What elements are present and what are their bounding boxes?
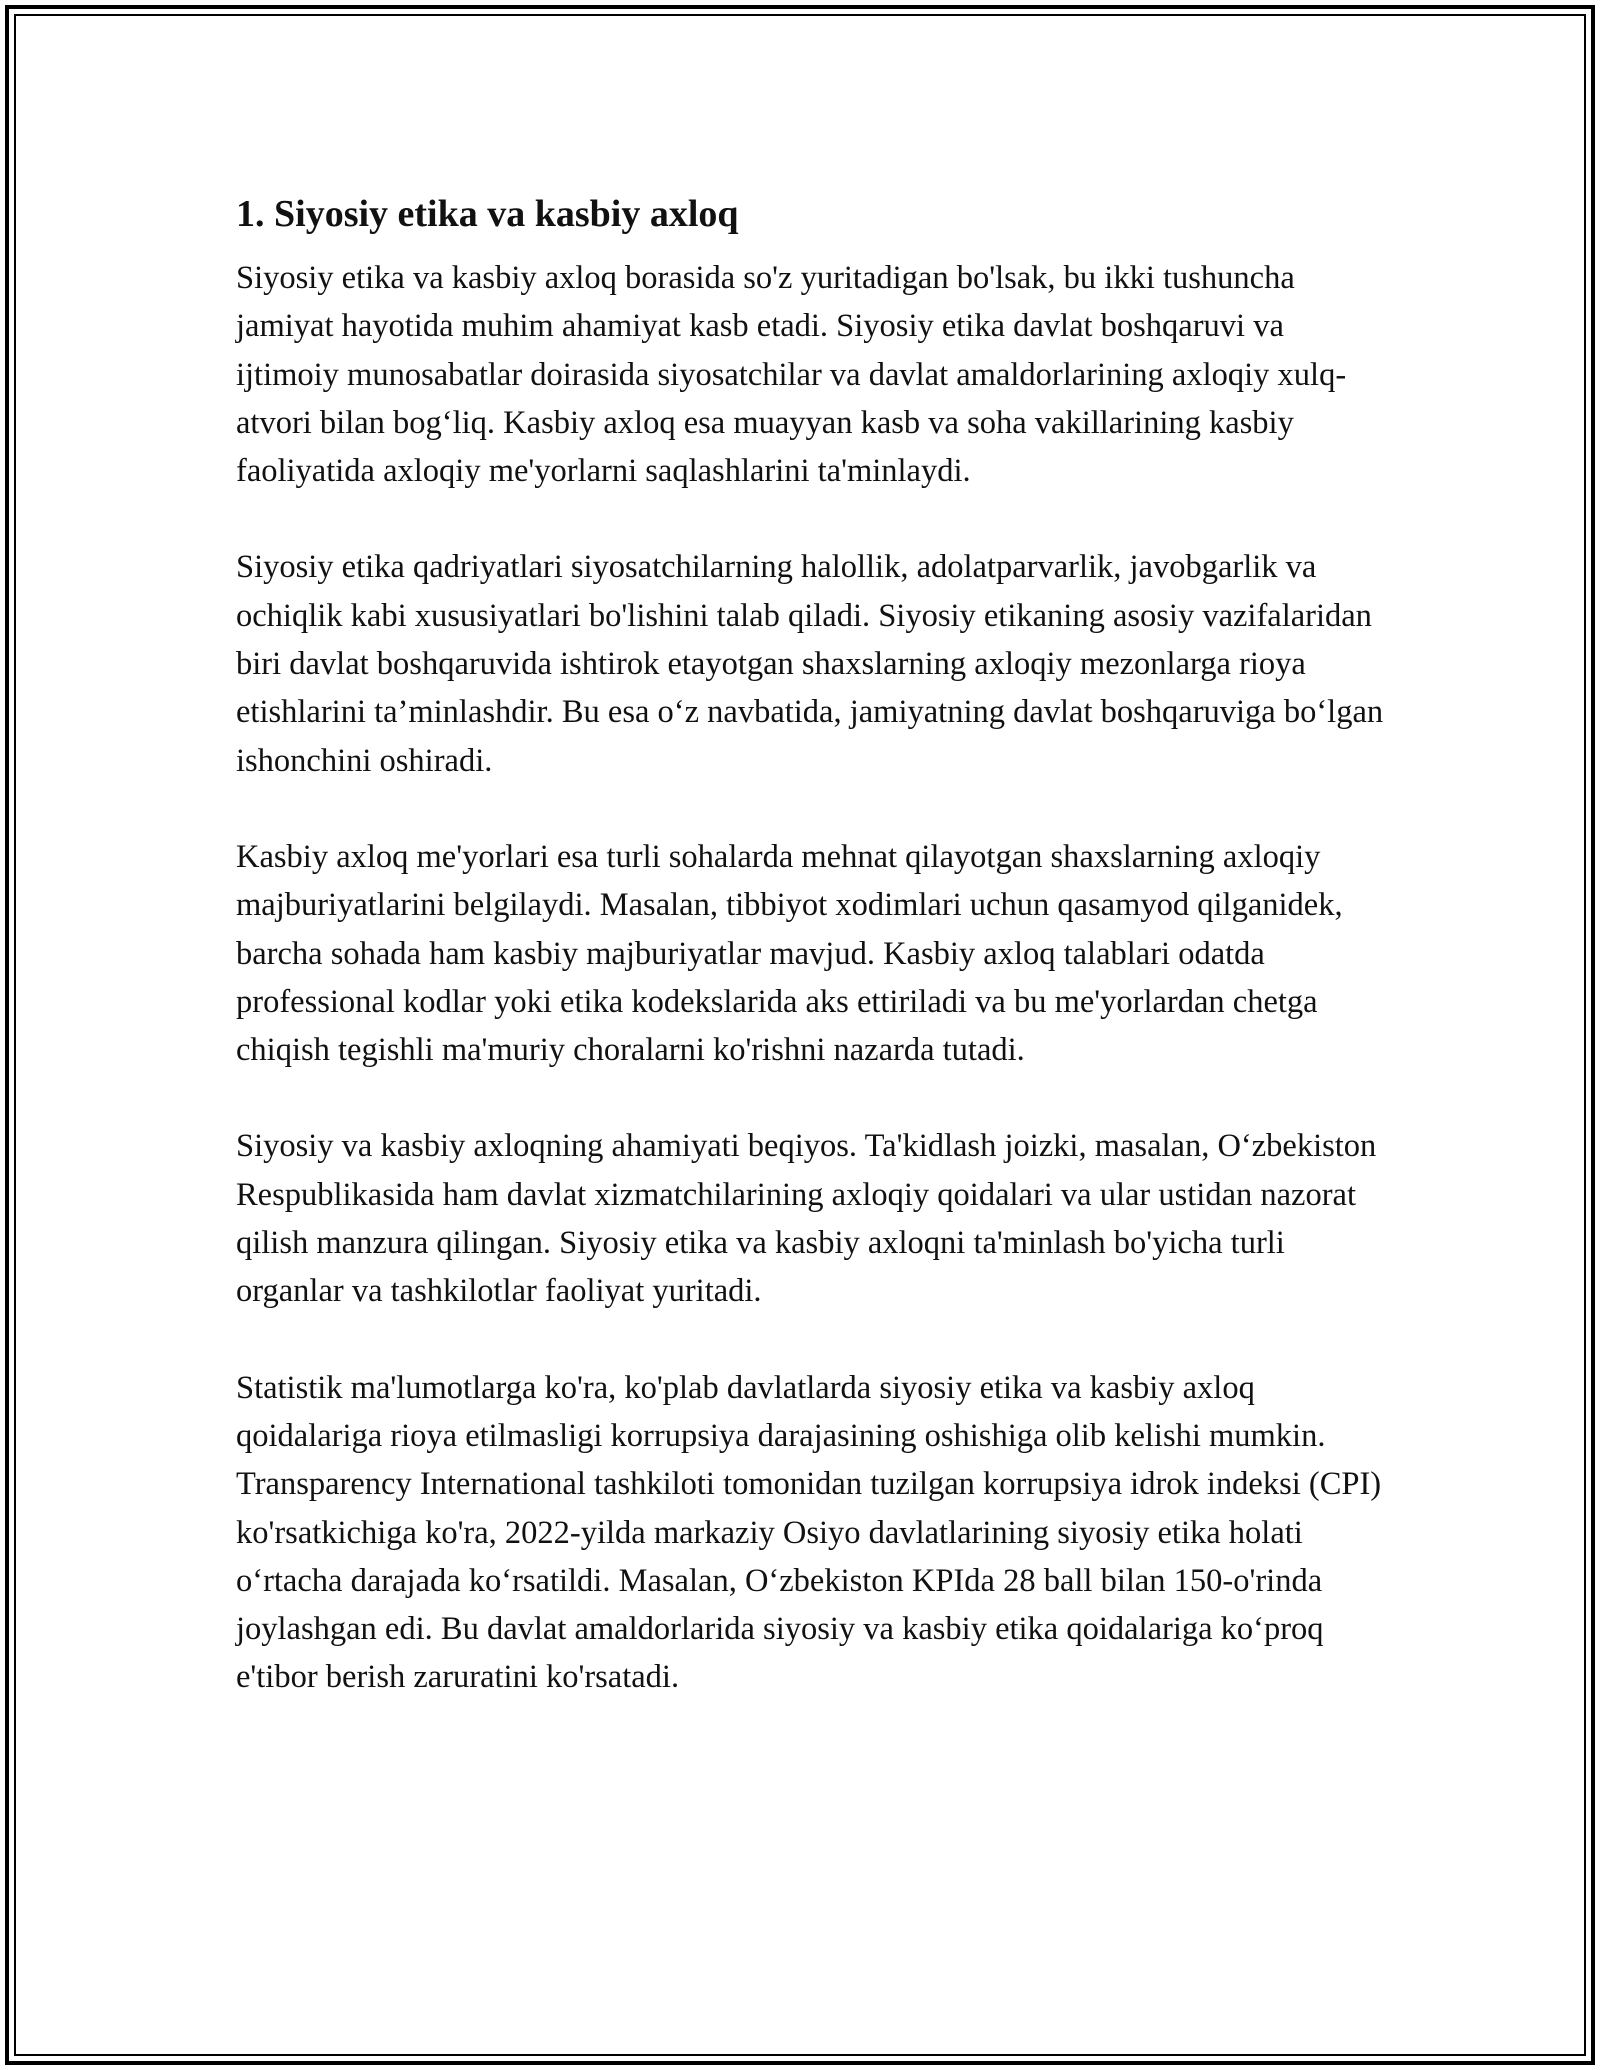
document-body [236,188,1386,1702]
paragraph-4: Siyosiy va kasbiy axloqning ahamiyati beqiyos. Ta'kidlash joizki, masalan, O‘zbekiston Respublikasida ham davlat xizmatchilarining axloqiy qoidalari va ular ustidan nazorat qilish manzura qilingan. Siyosiy etika va kasbiy axloqni ta'minlash bo'yicha turli organlar va tashkilotlar faoliyat yuritadi. [236,1128,1377,1310]
section-heading: 1. Siyosiy etika va kasbiy axloq [236,193,739,235]
paragraph-5: Statistik ma'lumotlarga ko'ra, ko'plab davlatlarda siyosiy etika va kasbiy axloq qoidalariga rioya etilmasligi korrupsiya darajasining oshishiga olib kelishi mumkin. Transparency International tashkiloti tomonidan tuzilgan korrupsiya idrok indeksi (CPI) ko'rsatkichiga ko'ra, 2022-yilda markaziy Osiyo davlatlarining siyosiy etika holati o‘rtacha darajada ko‘rsatildi. Masalan, O‘zbekiston KPIda 28 ball bilan 150-o'rinda joylashgan edi. Bu davlat amaldorlarida siyosiy va kasbiy etika qoidalariga ko‘proq e'tibor berish zaruratini ko'rsatadi. [236,1369,1382,1696]
paragraph-2: Siyosiy etika qadriyatlari siyosatchilarning halollik, adolatparvarlik, javobgarlik va ochiqlik kabi xususiyatlari bo'lishini talab qiladi. Siyosiy etikaning asosiy vazifalaridan biri davlat boshqaruvida ishtirok etayotgan shaxslarning axloqiy mezonlarga rioya etishlarini ta’minlashdir. Bu esa o‘z navbatida, jamiyatning davlat boshqaruviga bo‘lgan ishonchini oshiradi. [236,549,1384,779]
paragraph-3: Kasbiy axloq me'yorlari esa turli sohalarda mehnat qilayotgan shaxslarning axloqiy majburiyatlarini belgilaydi. Masalan, tibbiyot xodimlari uchun qasamyod qilganidek, barcha sohada ham kasbiy majburiyatlar mavjud. Kasbiy axloq talablari odatda professional kodlar yoki etika kodekslarida aks ettiriladi va bu me'yorlardan chetga chiqish tegishli ma'muriy choralarni ko'rishni nazarda tutadi. [236,838,1343,1069]
paragraph-1: Siyosiy etika va kasbiy axloq borasida so'z yuritadigan bo'lsak, bu ikki tushuncha jamiyat hayotida muhim ahamiyat kasb etadi. Siyosiy etika davlat boshqaruvi va ijtimoiy munosabatlar doirasida siyosatchilar va davlat amaldorlarining axloqiy xulq-atvori bilan bog‘liq. Kasbiy axloq esa muayyan kasb va soha vakillarining kasbiy faoliyatida axloqiy me'yorlarni saqlashlarini ta'minlaydi. [236,260,1347,490]
